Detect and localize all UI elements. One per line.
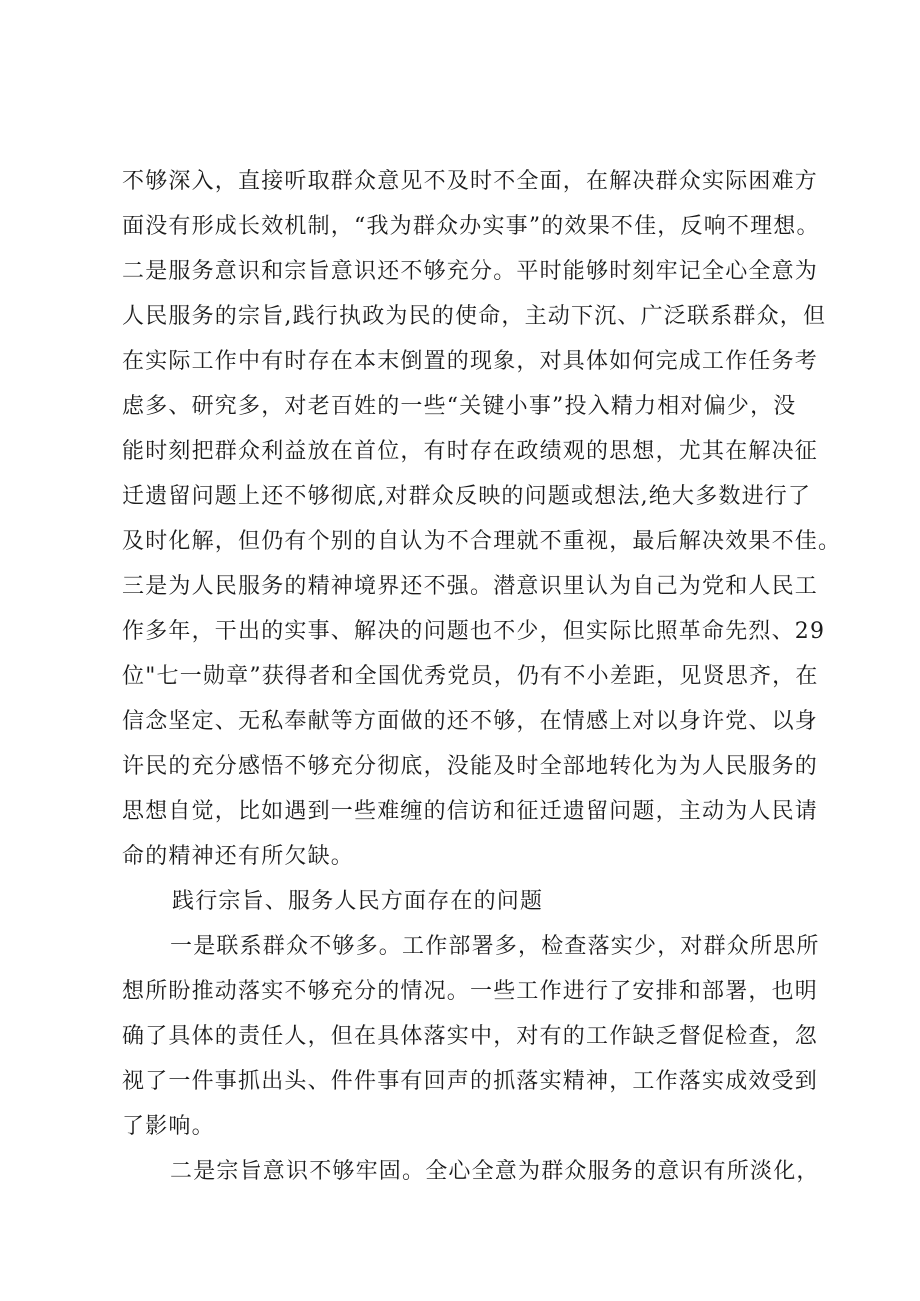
text-line: 作多年，干出的实事、解决的问题也不少，但实际比照革命先烈、29 <box>122 619 826 644</box>
text-line: 了影响。 <box>122 1114 215 1139</box>
text-line: 命的精神还有所欠缺。 <box>122 844 355 869</box>
text-line: 三是为人民服务的精神境界还不强。潜意识里认为自己为党和人民工 <box>122 574 819 599</box>
section-heading: 践行宗旨、服务人民方面存在的问题 <box>172 889 544 914</box>
text-line: 能时刻把群众利益放在首位，有时存在政绩观的思想，尤其在解决征 <box>122 439 819 464</box>
text-line: 二是服务意识和宗旨意识还不够充分。平时能够时刻牢记全心全意为 <box>122 259 819 284</box>
text-line: 确了具体的责任人，但在具体落实中，对有的工作缺乏督促检查，忽 <box>122 1024 819 1049</box>
text-line: 想所盼推动落实不够充分的情况。一些工作进行了安排和部署，也明 <box>122 979 819 1004</box>
text-line: 一是联系群众不够多。工作部署多，检查落实少，对群众所思所 <box>170 934 820 959</box>
text-line: 许民的充分感悟不够充分彻底，没能及时全部地转化为为人民服务的 <box>122 754 819 779</box>
text-line: 及时化解，但仍有个别的自认为不合理就不重视，最后解决效果不佳。 <box>122 529 842 554</box>
text-line: 迁遗留问题上还不够彻底,对群众反映的问题或想法,绝大多数进行了 <box>122 484 812 509</box>
text-line: 虑多、研究多，对老百姓的一些“关键小事”投入精力相对偏少，没 <box>122 394 797 419</box>
text-line: 信念坚定、无私奉献等方面做的还不够，在情感上对以身许党、以身 <box>122 709 819 734</box>
text-line: 视了一件事抓出头、件件事有回声的抓落实精神，工作落实成效受到 <box>122 1069 819 1094</box>
text-line: 位"七一勋章”获得者和全国优秀党员，仍有不小差距，见贤思齐，在 <box>122 664 819 689</box>
text-line: 人民服务的宗旨,践行执政为民的使命，主动下沉、广泛联系群众，但 <box>122 304 827 329</box>
text-line: 二是宗旨意识不够牢固。全心全意为群众服务的意识有所淡化， <box>170 1159 820 1184</box>
text-line: 不够深入，直接听取群众意见不及时不全面，在解决群众实际困难方 <box>122 169 819 194</box>
text-line: 面没有形成长效机制，“我为群众办实事”的效果不佳，反响不理想。 <box>122 214 820 239</box>
text-line: 在实际工作中有时存在本末倒置的现象，对具体如何完成工作任务考 <box>122 349 819 374</box>
text-line: 思想自觉，比如遇到一些难缠的信访和征迁遗留问题，主动为人民请 <box>122 799 819 824</box>
